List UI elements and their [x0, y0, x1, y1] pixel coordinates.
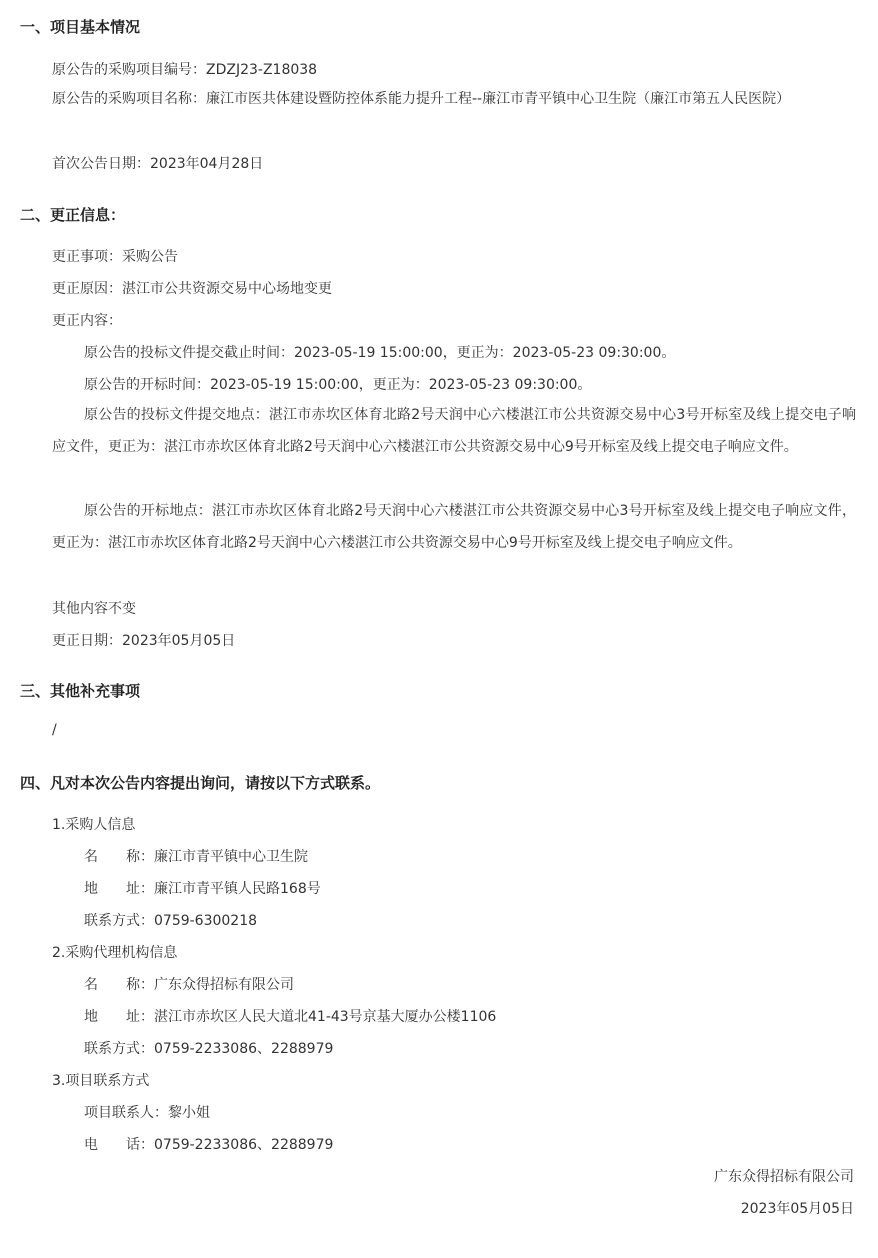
correction-opening-location-change: 原公告的开标地点：湛江市赤坎区体育北路2号天润中心六楼湛江市公共资源交易中心3号开标室及线上提交电子响应文件，更正为：湛江市赤坎区体育北路2号天润中心六楼湛江市公共资源交易中心9号开标室及线上提交电子响应文件。: [52, 503, 856, 551]
correction-submission-location-change: 原公告的投标文件提交地点：湛江市赤坎区体育北路2号天润中心六楼湛江市公共资源交易中心3号开标室及线上提交电子响应文件，更正为：湛江市赤坎区体育北路2号天润中心六楼湛江市公共资源交易中心9号开标室及线上提交电子响应文件。: [52, 407, 856, 455]
agency-contact-label: 联系方式：: [84, 1041, 154, 1057]
section-2-title: 二、更正信息：: [20, 206, 126, 224]
signature-company: 广东众得招标有限公司: [714, 1169, 854, 1185]
agency-name-value: 广东众得招标有限公司: [154, 977, 294, 993]
project-contact-person-value: 黎小姐: [168, 1105, 210, 1121]
correction-date-line: [52, 630, 235, 650]
purchaser-name-value: 廉江市青平镇中心卫生院: [154, 849, 308, 865]
project-number-label: 原公告的采购项目编号：: [52, 62, 206, 78]
correction-content-label: 更正内容：: [52, 313, 122, 329]
purchaser-contact-label: 联系方式：: [84, 913, 154, 929]
project-contact-phone-label: 电 话：: [84, 1137, 154, 1153]
purchaser-address-label: 地 址：: [84, 881, 154, 897]
correction-item-line: [52, 246, 178, 266]
agency-contact-value: 0759-2233086、2288979: [154, 1041, 334, 1057]
correction-item-value: 采购公告: [122, 249, 178, 265]
correction-reason-line: [52, 278, 332, 298]
purchaser-address-line: [84, 878, 321, 898]
correction-date-label: 更正日期：: [52, 633, 122, 649]
project-contact-person-label: 项目联系人：: [84, 1105, 168, 1121]
correction-item-label: 更正事项：: [52, 249, 122, 265]
agency-address-value: 湛江市赤坎区人民大道北41-43号京基大厦办公楼1106: [154, 1009, 497, 1025]
signature-date: 2023年05月05日: [740, 1201, 854, 1217]
agency-address-label: 地 址：: [84, 1009, 154, 1025]
project-name-value: 廉江市医共体建设暨防控体系能力提升工程--廉江市青平镇中心卫生院（廉江市第五人民医院）: [206, 91, 791, 107]
agency-heading: 2.采购代理机构信息: [52, 945, 178, 961]
first-announcement-date-line: [52, 153, 263, 173]
correction-opening-time-change: 原公告的开标时间：2023-05-19 15:00:00，更正为：2023-05-23 09:30:00。: [84, 377, 592, 393]
agency-address-line: [84, 1006, 496, 1026]
agency-name-line: [84, 974, 294, 994]
agency-name-label: 名 称：: [84, 977, 154, 993]
purchaser-name-label: 名 称：: [84, 849, 154, 865]
purchaser-contact-line: [84, 910, 257, 930]
purchaser-address-value: 廉江市青平镇人民路168号: [154, 881, 321, 897]
agency-contact-line: [84, 1038, 333, 1058]
project-name-label: 原公告的采购项目名称：: [52, 91, 206, 107]
first-date-value: 2023年04月28日: [150, 156, 264, 172]
project-contact-phone-value: 0759-2233086、2288979: [154, 1137, 334, 1153]
project-contact-heading: 3.项目联系方式: [52, 1073, 150, 1089]
purchaser-heading: 1.采购人信息: [52, 817, 136, 833]
correction-date-value: 2023年05月05日: [122, 633, 236, 649]
correction-reason-value: 湛江市公共资源交易中心场地变更: [122, 281, 332, 297]
project-contact-phone-line: [84, 1134, 333, 1154]
project-number-value: ZDZJ23-Z18038: [206, 62, 318, 78]
purchaser-name-line: [84, 846, 308, 866]
section-3-title: 三、其他补充事项: [20, 682, 141, 700]
project-number-line: [52, 59, 317, 79]
other-content-unchanged: 其他内容不变: [52, 601, 136, 617]
first-date-label: 首次公告日期：: [52, 156, 150, 172]
project-name-line: [20, 83, 856, 115]
project-contact-person-line: [84, 1102, 210, 1122]
correction-reason-label: 更正原因：: [52, 281, 122, 297]
purchaser-contact-value: 0759-6300218: [154, 913, 258, 929]
section-4-title: 四、凡对本次公告内容提出询问，请按以下方式联系。: [20, 774, 381, 792]
section-1-title: 一、项目基本情况: [20, 18, 141, 36]
supplementary-content: /: [52, 722, 57, 738]
correction-deadline-change: 原公告的投标文件提交截止时间：2023-05-19 15:00:00，更正为：2023-05-23 09:30:00。: [84, 345, 676, 361]
